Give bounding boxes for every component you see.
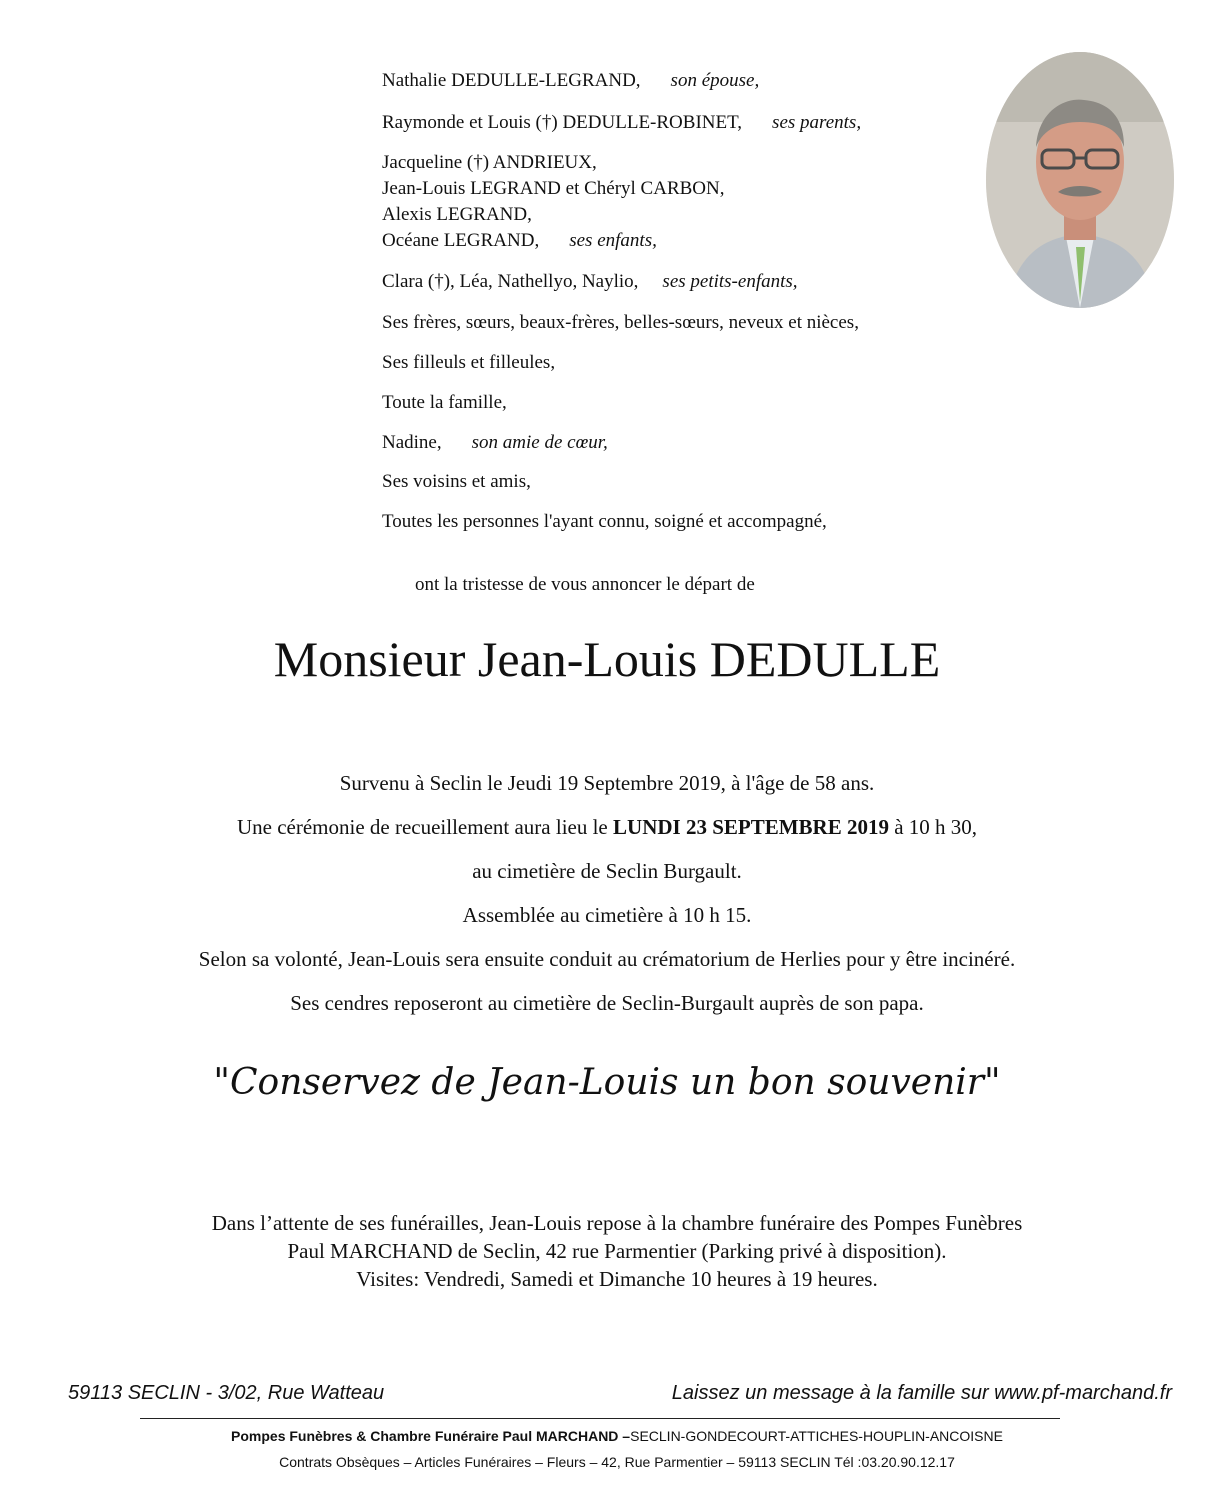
details-line-2-before: Une cérémonie de recueillement aura lieu le xyxy=(236,815,614,839)
family-children-3: Alexis LEGRAND, xyxy=(382,204,532,225)
family-godchildren: Ses filleuls et filleules, xyxy=(382,352,556,373)
wake-line-1: Dans l’attente de ses funérailles, Jean-Louis repose à la chambre funéraire des Pompes Funèbres xyxy=(211,1211,1023,1235)
wake-line-3: Visites: Vendredi, Samedi et Dimanche 10 heures à 19 heures. xyxy=(356,1267,878,1291)
details-line-2-after: à 10 h 30, xyxy=(888,815,978,839)
family-all: Toute la famille, xyxy=(382,392,507,413)
details-line-5: Selon sa volonté, Jean-Louis sera ensuite conduit au crématorium de Herlies pour y être incinéré. xyxy=(198,947,1016,971)
portrait-photo xyxy=(986,52,1174,308)
family-children-4 xyxy=(382,228,657,254)
footer-address: 59113 SECLIN - 3/02, Rue Watteau xyxy=(68,1382,385,1404)
announcement-intro: ont la tristesse de vous annoncer le départ de xyxy=(415,574,755,595)
spouse-role: son épouse, xyxy=(670,70,760,91)
grandchildren-role: ses petits-enfants, xyxy=(662,271,798,292)
deceased-name: Monsieur Jean-Louis DEDULLE xyxy=(273,631,941,687)
family-parents xyxy=(382,110,861,136)
family-siblings: Ses frères, sœurs, beaux-frères, belles-sœurs, neveux et nièces, xyxy=(382,312,859,333)
friend-name: Nadine, xyxy=(382,432,442,453)
details-line-1: Survenu à Seclin le Jeudi 19 Septembre 2019, à l'âge de 58 ans. xyxy=(339,771,875,795)
grandchildren-name: Clara (†), Léa, Nathellyo, Naylio, xyxy=(382,271,639,292)
details-line-2 xyxy=(0,815,1214,840)
details-line-6: Ses cendres reposeront au cimetière de Seclin-Burgault auprès de son papa. xyxy=(290,991,924,1015)
children-name: Océane LEGRAND, xyxy=(382,230,540,251)
footer-divider xyxy=(140,1418,1060,1419)
friend-role: son amie de cœur, xyxy=(471,432,608,453)
footer-company xyxy=(0,1428,1214,1444)
memorial-quote: "Conservez de Jean-Louis un bon souvenir" xyxy=(213,1062,1001,1103)
company-name: Pompes Funèbres & Chambre Funéraire Paul MARCHAND – xyxy=(231,1428,631,1444)
footer-contact: Contrats Obsèques – Articles Funéraires – Fleurs – 42, Rue Parmentier – 59113 SECLIN Tél :03.20.90.12.17 xyxy=(279,1454,955,1470)
family-friend xyxy=(382,430,608,456)
parents-role: ses parents, xyxy=(772,112,862,133)
family-grandchildren xyxy=(382,269,798,295)
family-spouse xyxy=(382,68,759,94)
parents-name: Raymonde et Louis (†) DEDULLE-ROBINET, xyxy=(382,112,743,133)
portrait-icon xyxy=(986,52,1174,308)
family-caregivers: Toutes les personnes l'ayant connu, soigné et accompagné, xyxy=(382,511,827,532)
company-towns: SECLIN-GONDECOURT-ATTICHES-HOUPLIN-ANCOISNE xyxy=(630,1428,1003,1444)
children-role: ses enfants, xyxy=(569,230,657,251)
details-line-4: Assemblée au cimetière à 10 h 15. xyxy=(462,903,752,927)
wake-line-2: Paul MARCHAND de Seclin, 42 rue Parmentier (Parking privé à disposition). xyxy=(287,1239,947,1263)
family-children-1: Jacqueline (†) ANDRIEUX, xyxy=(382,152,597,173)
ceremony-date: LUNDI 23 SEPTEMBRE 2019 xyxy=(613,815,889,839)
family-neighbors: Ses voisins et amis, xyxy=(382,471,531,492)
wake-info xyxy=(0,1209,1214,1293)
footer-message-link[interactable]: Laissez un message à la famille sur www.pf-marchand.fr xyxy=(671,1382,1172,1404)
spouse-name: Nathalie DEDULLE-LEGRAND, xyxy=(382,70,641,91)
family-children-2: Jean-Louis LEGRAND et Chéryl CARBON, xyxy=(382,178,725,199)
details-line-3: au cimetière de Seclin Burgault. xyxy=(472,859,742,883)
